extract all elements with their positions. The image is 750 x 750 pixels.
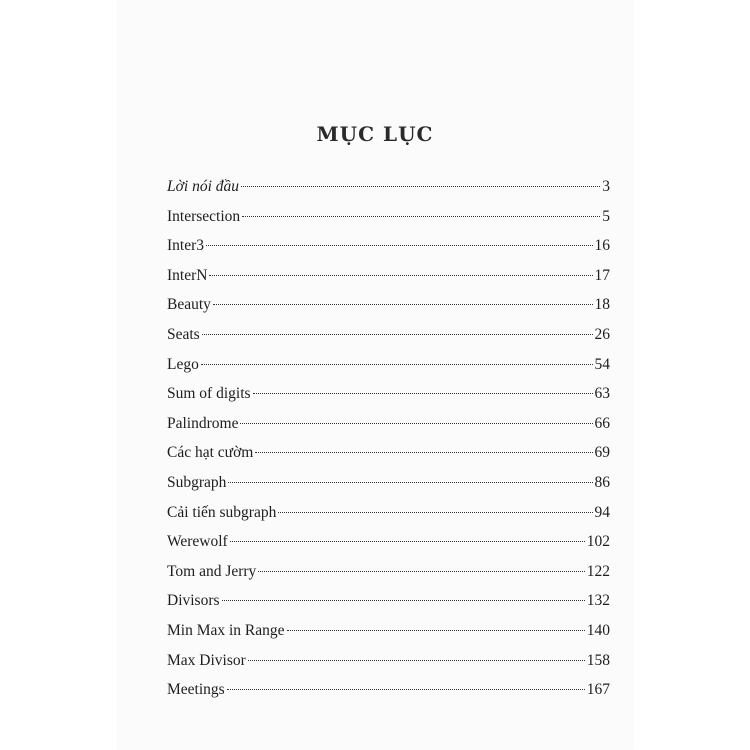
- dot-leader: [278, 512, 592, 513]
- dot-leader: [253, 393, 593, 394]
- toc-entry-page-number: 102: [586, 533, 610, 551]
- toc-entry: [167, 681, 610, 711]
- toc-entry-page-number: 26: [594, 325, 610, 343]
- toc-entry: [167, 208, 610, 238]
- dot-leader: [213, 304, 593, 305]
- toc-entry-page-number: 69: [594, 444, 610, 462]
- dot-leader: [227, 689, 585, 690]
- toc-entry-title: Lego: [167, 355, 199, 373]
- toc-entry: [167, 474, 610, 504]
- book-page: [118, 0, 632, 750]
- toc-entry-title: Seats: [167, 325, 200, 343]
- table-of-contents: [167, 178, 610, 711]
- toc-entry: [167, 504, 610, 534]
- toc-entry: [167, 237, 610, 267]
- dot-leader: [242, 216, 600, 217]
- toc-entry-page-number: 54: [594, 355, 610, 373]
- toc-entry-title: Cải tiến subgraph: [167, 503, 277, 521]
- toc-entry: [167, 326, 610, 356]
- toc-entry-title: Meetings: [167, 681, 225, 699]
- toc-entry-title: Lời nói đầu: [167, 178, 240, 195]
- toc-entry-page-number: 17: [594, 266, 610, 284]
- page-title: MỤC LỤC: [316, 122, 434, 146]
- dot-leader: [240, 423, 592, 424]
- toc-entry: [167, 356, 610, 386]
- toc-entry: [167, 592, 610, 622]
- dot-leader: [206, 245, 592, 246]
- toc-entry-page-number: 167: [586, 681, 610, 699]
- toc-entry-page-number: 18: [594, 296, 610, 314]
- toc-entry-page-number: 5: [602, 207, 610, 225]
- toc-entry-page-number: 16: [594, 237, 610, 255]
- toc-entry-title: Intersection: [167, 207, 241, 225]
- toc-entry-title: Max Divisor: [167, 651, 246, 669]
- toc-entry-page-number: 66: [594, 414, 610, 432]
- toc-entry: [167, 622, 610, 652]
- toc-entry-title: InterN: [167, 266, 208, 284]
- toc-entry-title: Tom and Jerry: [167, 562, 257, 580]
- toc-entry-title: Min Max in Range: [167, 621, 285, 639]
- toc-entry-page-number: 132: [586, 592, 610, 610]
- dot-leader: [202, 334, 593, 335]
- toc-entry: [167, 533, 610, 563]
- toc-entry-page-number: 122: [586, 562, 610, 580]
- toc-entry-title: Werewolf: [167, 533, 228, 551]
- dot-leader: [228, 482, 592, 483]
- dot-leader: [201, 364, 593, 365]
- toc-entry-title: Beauty: [167, 296, 211, 314]
- toc-entry-page-number: 140: [586, 621, 610, 639]
- toc-entry: [167, 267, 610, 297]
- dot-leader: [258, 571, 584, 572]
- toc-entry: [167, 563, 610, 593]
- toc-entry: [167, 415, 610, 445]
- toc-entry-title: Các hạt cườm: [167, 444, 254, 462]
- toc-entry-title: Divisors: [167, 592, 220, 610]
- toc-entry-page-number: 158: [586, 651, 610, 669]
- toc-entry: [167, 178, 610, 208]
- toc-entry-page-number: 3: [602, 178, 610, 195]
- dot-leader: [230, 541, 585, 542]
- dot-leader: [209, 275, 592, 276]
- toc-entry: [167, 652, 610, 682]
- toc-entry-page-number: 63: [594, 385, 610, 403]
- toc-entry-title: Subgraph: [167, 473, 227, 491]
- dot-leader: [241, 186, 600, 187]
- toc-entry-page-number: 94: [594, 503, 610, 521]
- dot-leader: [287, 630, 585, 631]
- toc-entry: [167, 385, 610, 415]
- dot-leader: [248, 660, 585, 661]
- toc-entry-title: Palindrome: [167, 414, 239, 432]
- dot-leader: [255, 452, 592, 453]
- toc-entry-title: Sum of digits: [167, 385, 251, 403]
- toc-entry-title: Inter3: [167, 237, 205, 255]
- dot-leader: [222, 600, 585, 601]
- toc-entry: [167, 296, 610, 326]
- toc-entry: [167, 444, 610, 474]
- toc-entry-page-number: 86: [594, 473, 610, 491]
